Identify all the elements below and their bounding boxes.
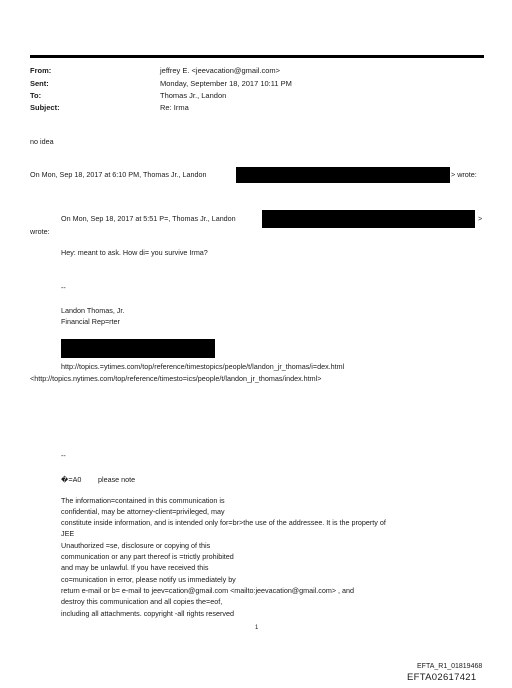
quote2-wrote: wrote:	[30, 227, 50, 236]
disclaimer-line-10: destroy this communication and all copies the=eof,	[61, 597, 223, 606]
subject-value: Re: Irma	[160, 103, 189, 112]
disclaimer-line-8: co=munication in error, please notify us immediately by	[61, 575, 236, 584]
disclaimer-line-5: Unauthorized =se, disclosure or copying of this	[61, 541, 211, 550]
disclaimer-line-9: return e-mail or b= e-mail to jeev=cation@gmail.com <mailto:jeevacation@gmail.com> , and	[61, 586, 355, 595]
disclaimer-line-7: and may be unlawful. If you have received this	[61, 563, 209, 572]
quote2-prefix: On Mon, Sep 18, 2017 at 5:51 P=, Thomas Jr., Landon	[61, 214, 236, 223]
from-value: jeffrey E. <jeevacation@gmail.com>	[160, 66, 281, 75]
to-value: Thomas Jr., Landon	[160, 91, 227, 100]
page-number: 1	[255, 625, 259, 631]
disclaimer-line-1: The information=contained in this communication is	[61, 496, 225, 505]
redaction-3	[61, 339, 215, 358]
redaction-1	[236, 167, 450, 183]
reply-text: no idea	[30, 137, 54, 146]
disclaimer-line-2: confidential, may be attorney-client=privileged, may	[61, 507, 225, 516]
quote2-suffix: >	[478, 214, 483, 223]
efta-id-1: EFTA_R1_01819468	[417, 663, 483, 670]
sent-label: Sent:	[30, 79, 49, 88]
url-line-1: http://topics.=ytimes.com/top/reference/timestopics/people/t/landon_jr_thomas/i=dex.html	[61, 362, 345, 371]
disclaimer-line-6: communication or any part thereof is =trictly prohibited	[61, 552, 234, 561]
signature-title: Financial Rep=rter	[61, 317, 120, 326]
quote1-prefix: On Mon, Sep 18, 2017 at 6:10 PM, Thomas Jr., Landon	[30, 170, 207, 179]
note-label: please note	[98, 475, 136, 484]
disclaimer-line-3: constitute inside information, and is intended only for=br>the use of the addressee. It is the property of	[61, 518, 386, 527]
question-text: Hey: meant to ask. How di= you survive Irma?	[61, 248, 208, 257]
signature-dashes: --	[61, 283, 66, 292]
sent-value: Monday, September 18, 2017 10:11 PM	[160, 79, 292, 88]
efta-id-2: EFTA02617421	[407, 672, 477, 683]
dashes-2: --	[61, 451, 66, 460]
note-marker: �=A0	[61, 475, 82, 484]
to-label: To:	[30, 91, 42, 100]
quote1-suffix: > wrote:	[451, 170, 477, 179]
subject-label: Subject:	[30, 103, 60, 112]
disclaimer-line-11: including all attachments. copyright -all rights reserved	[61, 609, 234, 618]
redaction-2	[262, 210, 475, 228]
from-label: From:	[30, 66, 52, 75]
url-line-2: <http://topics.nytimes.com/top/reference/timesto=ics/people/t/landon_jr_thomas/index.html>	[30, 374, 322, 383]
header-rule	[30, 55, 484, 58]
signature-name: Landon Thomas, Jr.	[61, 306, 125, 315]
disclaimer-line-4: JEE	[61, 529, 75, 538]
